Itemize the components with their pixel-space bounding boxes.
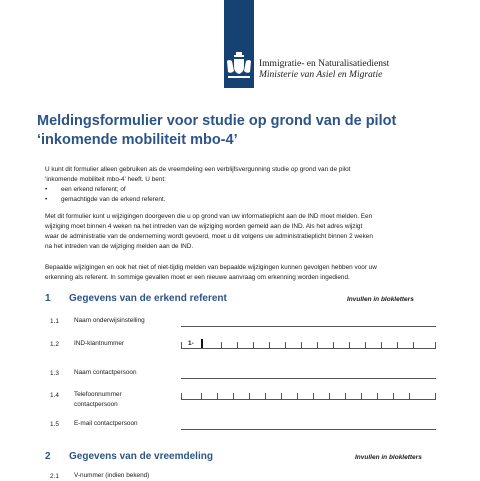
section-2-heading bbox=[45, 451, 213, 462]
section-2-note: Invullen in blokletters bbox=[355, 454, 422, 461]
client-number-input[interactable] bbox=[181, 340, 436, 349]
section-1-note: Invullen in blokletters bbox=[347, 296, 414, 303]
intro-text: Met dit formulier kunt u wijzigingen doorgeven die u op grond van uw informatieplicht aan de IND moet melden. Een bbox=[45, 213, 373, 220]
field-label: Naam contactpersoon bbox=[74, 369, 137, 376]
form-title-line-2: ‘inkomende mobiliteit mbo-4’ bbox=[37, 132, 238, 148]
intro-text: waar de administratie van de onderneming wordt gevoerd, moet u dit volgens uw administratieplicht binnen 2 weken bbox=[45, 233, 373, 240]
section-number: 1 bbox=[45, 293, 51, 304]
field-number: 1.4 bbox=[50, 392, 59, 399]
organization-name bbox=[259, 59, 389, 81]
section-number: 2 bbox=[45, 451, 51, 462]
field-number: 1.1 bbox=[50, 318, 59, 325]
intro-text: Bepaalde wijzigingen en ook het niet of niet-tijdig melden van bepaalde wijzigingen kunnen gevolgen hebben voor uw bbox=[45, 264, 377, 271]
intro-paragraph-1 bbox=[45, 165, 445, 185]
field-number: 2.1 bbox=[50, 473, 59, 480]
bullet-item: • gemachtigde van de erkend referent. bbox=[45, 196, 166, 203]
logo-bar bbox=[224, 0, 254, 88]
section-title: Gegevens van de erkend referent bbox=[69, 293, 227, 304]
text-cursor bbox=[201, 339, 203, 348]
intro-paragraph-3 bbox=[45, 263, 445, 283]
contact-name-input[interactable] bbox=[181, 378, 436, 379]
field-label: V-nummer (indien bekend) bbox=[74, 472, 150, 479]
field-label: IND-klantnummer bbox=[74, 340, 125, 347]
field-label bbox=[74, 390, 122, 410]
field-label: Naam onderwijsinstelling bbox=[74, 317, 145, 324]
email-input[interactable] bbox=[181, 429, 436, 430]
intro-text: erkenning als referent. In sommige gevallen moet er een nieuwe aanvraag om erkenning worden ingediend. bbox=[45, 274, 350, 281]
org-line-2: Ministerie van Asiel en Migratie bbox=[259, 70, 383, 80]
section-1-heading bbox=[45, 293, 227, 304]
phone-input[interactable] bbox=[181, 391, 436, 400]
client-number-prefix: 1- bbox=[188, 340, 194, 347]
field-label: E-mail contactpersoon bbox=[74, 420, 138, 427]
field-label-line: contactpersoon bbox=[74, 401, 118, 408]
field-label-line: Telefoonnummer bbox=[74, 391, 122, 398]
bullet-text: gemachtigde van de erkend referent. bbox=[61, 196, 166, 203]
form-title-line-1: Meldingsformulier voor studie op grond van de pilot bbox=[37, 113, 397, 129]
org-line-1: Immigratie- en Naturalisatiedienst bbox=[259, 59, 390, 69]
bullet-item: • een erkend referent; of bbox=[45, 186, 126, 193]
field-number: 1.2 bbox=[50, 341, 59, 348]
school-name-input[interactable] bbox=[181, 326, 436, 327]
intro-text: ‘inkomende mobiliteit mbo-4’ heeft. U bent: bbox=[45, 176, 166, 183]
field-number: 1.5 bbox=[50, 421, 59, 428]
bullet-text: een erkend referent; of bbox=[61, 186, 126, 193]
coat-of-arms-icon bbox=[224, 50, 254, 84]
intro-text: wijziging moet binnen 4 weken na het intreden van de wijziging worden gemeld aan de IND. Als het adres wijzigt bbox=[45, 223, 363, 230]
intro-text: na het intreden van de wijziging melden aan de IND. bbox=[45, 243, 194, 250]
form-title bbox=[37, 112, 457, 150]
section-title: Gegevens van de vreemdeling bbox=[69, 451, 213, 462]
intro-text: U kunt dit formulier alleen gebruiken als de vreemdeling een verblijfsvergunning studie op grond van de pilot bbox=[45, 166, 351, 173]
field-number: 1.3 bbox=[50, 370, 59, 377]
intro-paragraph-2 bbox=[45, 212, 445, 252]
